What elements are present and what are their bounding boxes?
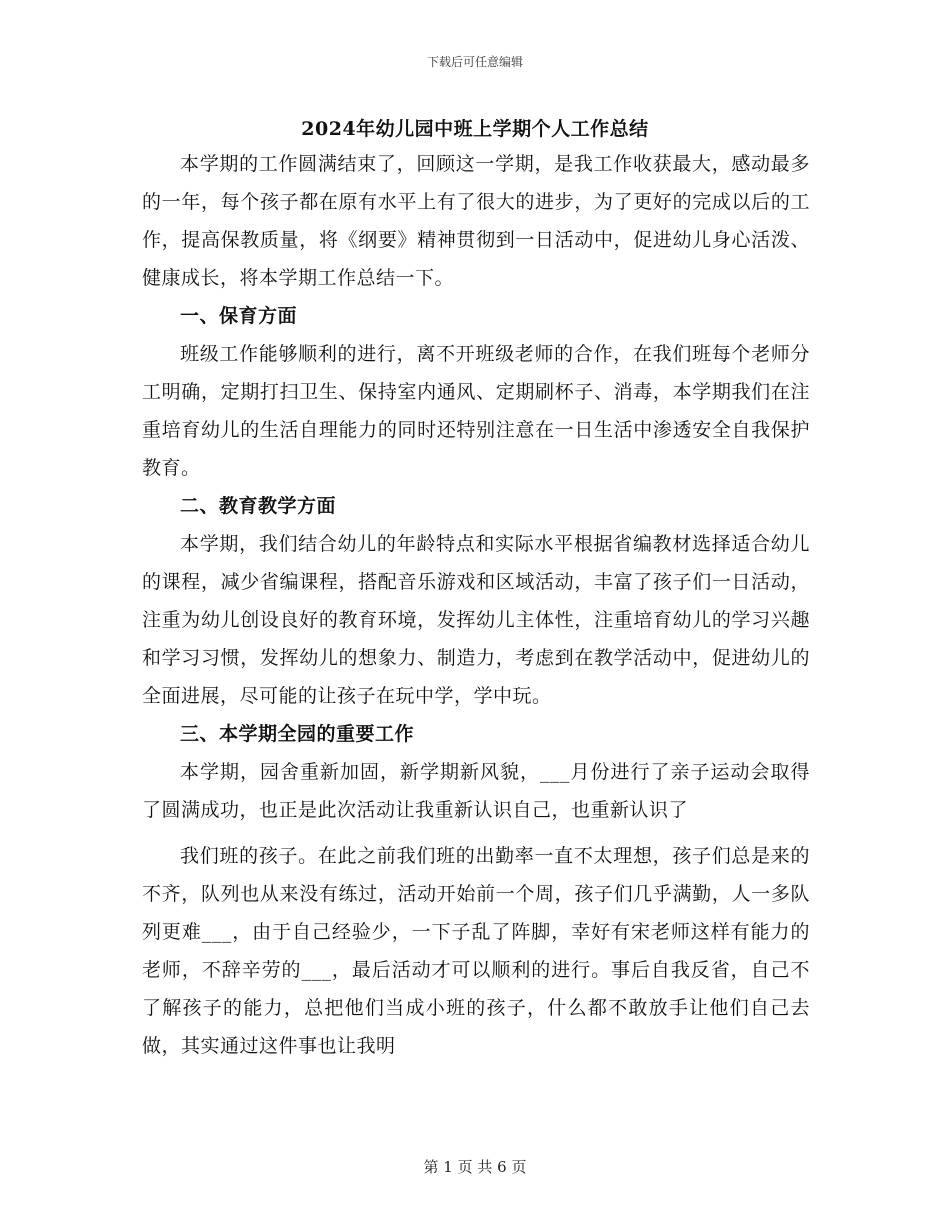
section-heading-important-work: 三、本学期全园的重要工作 (180, 723, 415, 745)
paragraph-care: 班级工作能够顺利的进行，离不开班级老师的合作，在我们班每个老师分工明确，定期打扫卫生、保持室内通风、定期刷杯子、消毒，本学期我们在注重培育幼儿的生活自理能力的同时还特别注意在一日生活中渗透安全自我保护教育。 (142, 343, 810, 479)
paragraph-teaching: 本学期，我们结合幼儿的年龄特点和实际水平根据省编教材选择适合幼儿的课程，减少省编课程，搭配音乐游戏和区域活动，丰富了孩子们一日活动，注重为幼儿创设良好的教育环境，发挥幼儿主体性，注重培育幼儿的学习兴趣和学习习惯，发挥幼儿的想象力、制造力，考虑到在教学活动中，促进幼儿的全面进展，尽可能的让孩子在玩中学，学中玩。 (142, 533, 810, 707)
document-body (142, 145, 810, 1065)
page-footer: 第 1 页 共 6 页 (423, 1158, 527, 1176)
paragraph-intro: 本学期的工作圆满结束了，回顾这一学期，是我工作收获最大，感动最多的一年，每个孩子都在原有水平上有了很大的进步，为了更好的完成以后的工作，提高保教质量，将《纲要》精神贯彻到一日活动中，促进幼儿身心活泼、健康成长，将本学期工作总结一下。 (142, 153, 810, 289)
document-title: 2024年幼儿园中班上学期个人工作总结 (301, 118, 649, 140)
paragraph-important-work: 本学期，园舍重新加固，新学期新风貌，___月份进行了亲子运动会取得了圆满成功，也正是此次活动让我重新认识自己，也重新认识了 (142, 761, 810, 821)
section-heading-teaching: 二、教育教学方面 (180, 495, 337, 517)
header-note: 下载后可任意编辑 (426, 55, 523, 69)
paragraph-class-children: 我们班的孩子。在此之前我们班的出勤率一直不太理想，孩子们总是来的不齐，队列也从来没有练过，活动开始前一个周，孩子们几乎满勤，人一多队列更难___，由于自己经验少，一下子乱了阵脚，幸好有宋老师这样有能力的老师，不辞辛劳的___，最后活动才可以顺利的进行。事后自我反省，自己不了解孩子的能力，总把他们当成小班的孩子，什么都不敢放手让他们自己去做，其实通过这件事也让我明 (142, 845, 810, 1057)
section-heading-care: 一、保育方面 (180, 305, 298, 327)
